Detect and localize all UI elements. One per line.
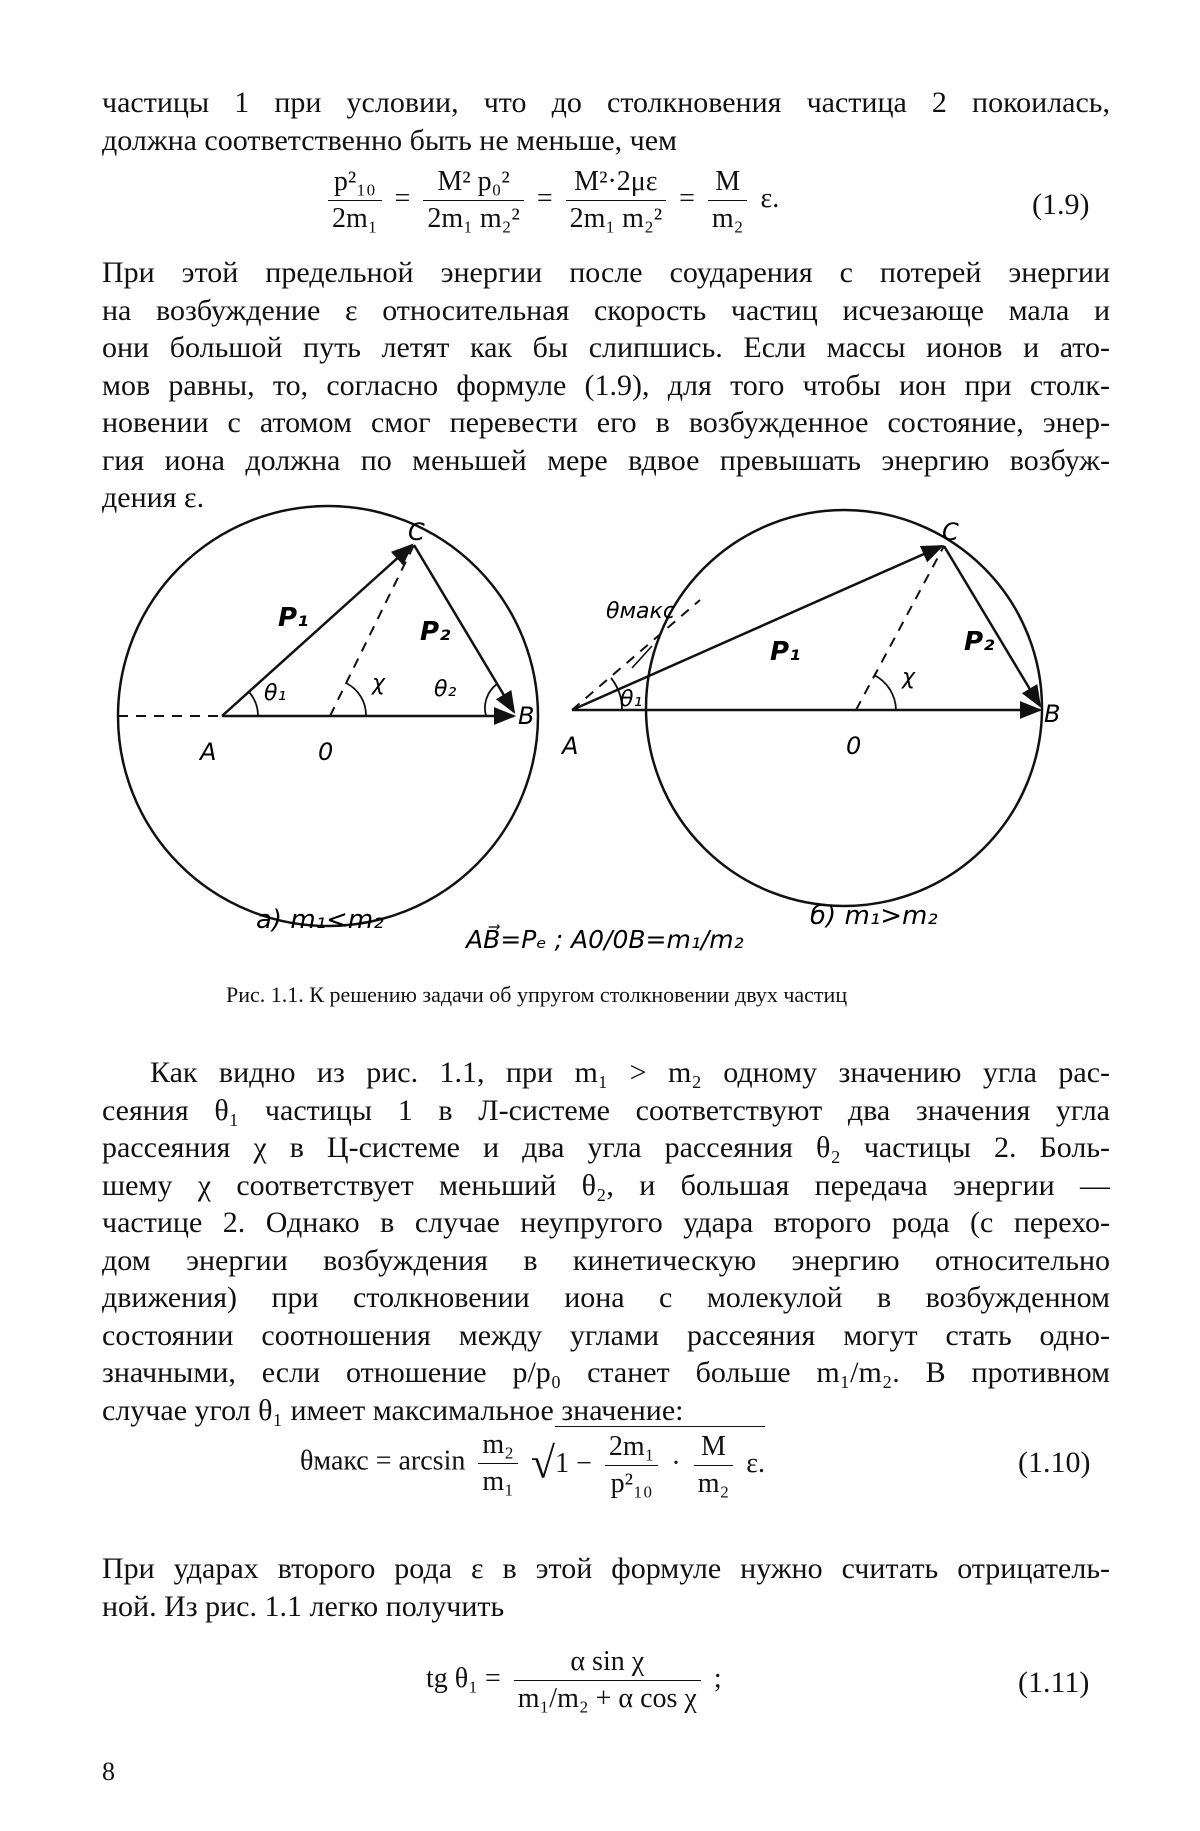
sublabel-a: а) m₁<m₂ [256, 905, 384, 935]
fraction [605, 1431, 659, 1500]
text-line: гия иона должна по меньшей мере вдвое превышать энергию возбуж- [102, 443, 1110, 477]
right-label-p1: P₁ [770, 637, 801, 667]
text-line: рассеяния χ в Ц-системе и два угла рассеяния θ₂ частицы 2. Боль- [102, 1131, 1110, 1164]
equation-number-1-11: (1.11) [1018, 1666, 1090, 1699]
numerator: 2m₁ [605, 1431, 659, 1466]
equation-tail: ; [713, 1662, 722, 1694]
right-angle-chi-arc [874, 675, 896, 710]
left-angle-chi-arc [346, 683, 366, 716]
right-label-theta-max: θмакс [606, 599, 675, 624]
fraction [514, 1646, 701, 1715]
text-line: движения) при столкновении иона с молекулой в возбужденном [102, 1281, 1110, 1314]
paragraph-3 [102, 1054, 1110, 1429]
left-label-chi: χ [372, 671, 386, 696]
center-label: AB⃗=Pₑ ; A0/0B=m₁/m₂ [466, 925, 744, 954]
right-label-chi: χ [902, 665, 916, 690]
left-label-p2: P₂ [420, 617, 451, 647]
denominator: m₁ [482, 1465, 514, 1497]
text-line: При ударах второго рода ε в этой формуле нужно считать отрицатель- [102, 1552, 1110, 1585]
one-minus: 1 − [555, 1447, 592, 1479]
right-label-p2: P₂ [964, 627, 995, 657]
right-dashed-oc [856, 546, 944, 710]
equation-number-1-10: (1.10) [1018, 1446, 1091, 1479]
sqrt-sign: √ [530, 1438, 556, 1488]
equation-tail: ε. [760, 182, 780, 214]
right-label-c: C [942, 518, 959, 546]
numerator: α sin χ [514, 1646, 701, 1681]
text-line: частице 2. Однако в случае неупругого удара второго рода (с перехо- [102, 1206, 1110, 1239]
denominator: p²₁₀ [610, 1468, 653, 1499]
diagram-right [560, 510, 1060, 906]
left-label-a: A [200, 738, 217, 766]
denominator: m₂ [697, 1468, 730, 1499]
text-line: они большой путь летят как бы слипшись. Если массы ионов и ато- [102, 331, 1110, 364]
numerator: p²₁₀ [328, 166, 382, 201]
left-angle-theta2-arc [485, 684, 497, 716]
right-label-a: A [562, 732, 579, 760]
text-line: мов равны, то, согласно формуле (1.9), для того чтобы ион при столк- [102, 368, 1110, 402]
sublabel-b: б) m₁>m₂ [810, 901, 938, 931]
equation-lhs: tg θ₁ = [426, 1662, 501, 1694]
left-label-b: B [518, 702, 535, 730]
right-arrow-p2 [944, 546, 1040, 706]
denominator: 2m₁ m₂² [427, 203, 520, 234]
left-label-o: 0 [318, 738, 334, 766]
left-angle-theta1-arc [249, 692, 258, 716]
figure-caption: Рис. 1.1. К решению задачи об упругом столкновении двух частиц [226, 982, 848, 1007]
right-label-o: 0 [846, 732, 862, 760]
numerator: M [694, 1431, 734, 1466]
text-line: должна соответственно быть не меньше, чем [102, 123, 678, 157]
denominator: m₁/m₂ + α cos χ [517, 1683, 697, 1714]
right-label-theta1: θ₁ [620, 687, 643, 712]
text-line: значными, если отношение p/p₀ станет больше m₁/m₂. В противном [102, 1356, 1110, 1389]
text-line: случае угол θ₁ имеет максимальное значение: [102, 1393, 684, 1427]
numerator: M²·2με [566, 166, 666, 201]
right-label-b: B [1044, 700, 1061, 728]
equation-1-10 [300, 1426, 765, 1500]
equals-sign: = [394, 182, 411, 214]
text-line: шему χ соответствует меньший θ₂, и большая передача энергии — [102, 1168, 1110, 1202]
page-number: 8 [102, 1757, 115, 1786]
numerator: M² p₀² [423, 166, 523, 201]
fraction [694, 1431, 734, 1500]
left-label-theta2: θ₂ [434, 677, 457, 702]
equals-sign: = [536, 182, 553, 214]
text-line: новении с атомом смог перевести его в возбужденное состояние, энер- [102, 406, 1110, 439]
text-line: Как видно из рис. 1.1, при m₁ > m₂ одному значению угла рас- [150, 1056, 1110, 1089]
equation-lhs: θмакс = arcsin [300, 1445, 466, 1477]
sqrt-radicand [555, 1426, 765, 1500]
text-line: на возбуждение ε относительная скорость частиц исчезающе мала и [102, 293, 1110, 327]
equation-tail: ε. [746, 1447, 766, 1479]
numerator: m₂ [478, 1429, 518, 1464]
numerator: M [708, 166, 748, 201]
denominator: 2m₁ [332, 203, 378, 234]
text-line: дом энергии возбуждения в кинетическую энергию относительно [102, 1243, 1110, 1277]
left-label-theta1: θ₁ [264, 681, 287, 706]
text-line: При этой предельной энергии после соударения с потерей энергии [102, 256, 1110, 289]
equals-sign: = [679, 182, 695, 214]
text-line: частицы 1 при условии, что до столкновения частица 2 покоилась, [102, 86, 1110, 119]
text-line: дения ε. [102, 481, 205, 514]
text-line: сеяния θ₁ частицы 1 в Л-системе соответствуют два значения угла [102, 1093, 1110, 1127]
paragraph-4 [102, 1550, 1110, 1625]
equation-number-1-9: (1.9) [1032, 188, 1090, 221]
right-circle [646, 510, 1042, 906]
left-label-p1: P₁ [278, 603, 309, 633]
equation-1-11 [426, 1646, 722, 1715]
denominator: 2m₁ m₂² [569, 203, 663, 234]
fraction [478, 1429, 518, 1498]
left-label-c: C [408, 518, 425, 546]
diagram-left [118, 506, 538, 926]
denominator: m₂ [711, 203, 744, 234]
dot-operator: · [671, 1447, 681, 1479]
text-line: ной. Из рис. 1.1 легко получить [102, 1589, 505, 1623]
text-line: состоянии соотношения между углами рассеяния могут стать одно- [102, 1318, 1110, 1352]
